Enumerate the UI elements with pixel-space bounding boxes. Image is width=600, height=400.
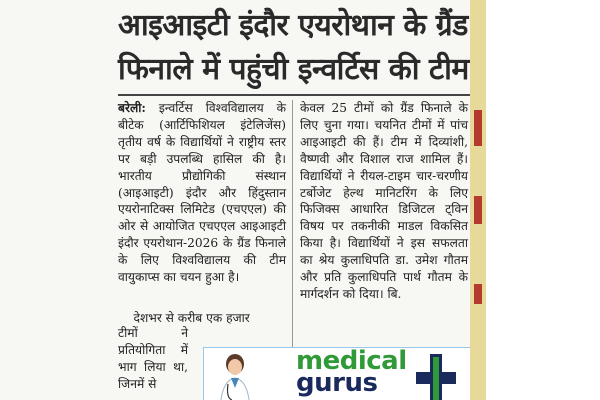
medical-cross-icon bbox=[416, 354, 456, 400]
advertisement bbox=[203, 347, 470, 400]
ad-brand bbox=[296, 347, 407, 398]
article-text-4: केवल 25 टीमों को ग्रैंड फिनाले के लिए चुना गया। चयनित टीमों में पांच आइआइटी की हैं। टीम में दिव्यांशी, वैष्णवी और विशाल राज शामिल हैं। विद्यार्थियों ने रीयल-टाइम चार-चरणीय टर्बोजेट हेल्थ मानिटरिंग के लिए फिजिक्स आधारित डिजिटल ट्विन विषय पर तकनीकी माडल विकसित किया है। विद्यार्थियों ने इस सफलता का श्रेय कुलाधिपति डा. उमेश गौतम और प्रति कुलाधिपति पार्थ गौतम के मार्गदर्शन को दिया। बि. bbox=[300, 101, 468, 301]
headline bbox=[118, 4, 470, 92]
article-text-2: देशभर से करीब एक हजार bbox=[133, 311, 250, 325]
doctor-illustration-icon bbox=[218, 354, 252, 400]
dateline: बरेली: bbox=[118, 101, 146, 115]
strip-mark bbox=[474, 110, 482, 146]
article-text-1: इन्वर्टिस विश्वविद्यालय के बीटेक (आर्टिफिशियल इंटेलिजेंस) तृतीय वर्ष के विद्यार्थियों ने राष्ट्रीय स्तर पर बड़ी उपलब्धि हासिल की है। भारतीय प्रौद्योगिकी संस्थान (आइआइटी) इंदौर और हिंदुस्तान एयरोनाटिक्स लिमिटेड (एचएएल) की ओर से आयोजित एचएएल आइआइटी इंदौर एयरोथान-2026 के ग्रैंड फिनाले के लिए विश्वविद्यालय की टीम वायुकाप्स का चयन हुआ है। bbox=[118, 101, 287, 285]
strip-mark bbox=[474, 196, 482, 224]
article-column-1 bbox=[118, 100, 286, 286]
article-text-3: टीमों ने प्रतियोगिता में भाग लिया था, जिनमें से bbox=[118, 326, 188, 391]
ad-brand-line-1: medical bbox=[296, 347, 407, 376]
ad-brand-line-2: gurus bbox=[296, 368, 378, 398]
headline-rule bbox=[118, 94, 470, 96]
article-column-2 bbox=[300, 100, 468, 303]
strip-mark bbox=[474, 284, 482, 304]
article-paragraph-3 bbox=[118, 325, 188, 393]
article-paragraph-1 bbox=[118, 100, 286, 286]
headline-line-2: फिनाले में पहुंची इन्वर्टिस की टीम bbox=[118, 52, 469, 87]
page-margin bbox=[486, 0, 600, 400]
headline-line-1: आइआइटी इंदौर एयरोथान के ग्रैंड bbox=[118, 8, 468, 43]
